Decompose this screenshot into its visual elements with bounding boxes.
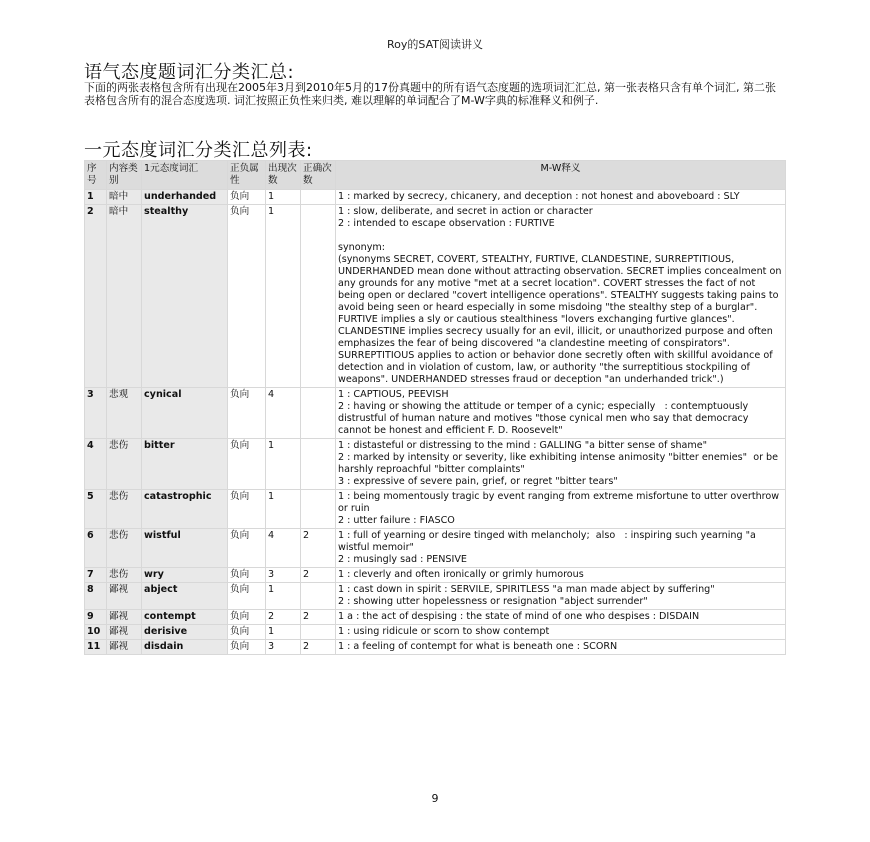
- table-row: [85, 388, 786, 439]
- row-number: 2: [85, 205, 107, 388]
- row-polarity: 负向: [228, 625, 266, 640]
- row-word: abject: [142, 583, 228, 610]
- row-polarity: 负向: [228, 610, 266, 625]
- header-word: 1元态度词汇: [142, 161, 228, 190]
- row-appear-count: 1: [266, 490, 301, 529]
- row-category: 悲伤: [107, 490, 142, 529]
- row-definition: 1 : using ridicule or scorn to show contempt: [336, 625, 786, 640]
- row-word: bitter: [142, 439, 228, 490]
- row-correct-count: [301, 439, 336, 490]
- header-number: 序号: [85, 161, 107, 190]
- header-correct-count: 正确次数: [301, 161, 336, 190]
- row-appear-count: 4: [266, 388, 301, 439]
- row-category: 暗中: [107, 190, 142, 205]
- row-category: 鄙视: [107, 625, 142, 640]
- row-appear-count: 1: [266, 583, 301, 610]
- row-polarity: 负向: [228, 439, 266, 490]
- row-category: 悲伤: [107, 439, 142, 490]
- row-word: stealthy: [142, 205, 228, 388]
- row-definition: 1 : full of yearning or desire tinged with melancholy; also : inspiring such yearning "a wistful memoir" 2 : musingly sad : PENSIVE: [336, 529, 786, 568]
- header-polarity: 正负属性: [228, 161, 266, 190]
- row-correct-count: [301, 205, 336, 388]
- row-appear-count: 1: [266, 439, 301, 490]
- row-appear-count: 1: [266, 190, 301, 205]
- row-appear-count: 3: [266, 568, 301, 583]
- table-row: [85, 610, 786, 625]
- table-row: [85, 625, 786, 640]
- row-category: 悲观: [107, 388, 142, 439]
- row-definition: 1 : marked by secrecy, chicanery, and deception : not honest and aboveboard : SLY: [336, 190, 786, 205]
- row-definition: 1 : a feeling of contempt for what is beneath one : SCORN: [336, 640, 786, 655]
- row-definition: 1 : distasteful or distressing to the mind : GALLING "a bitter sense of shame" 2 : marked by intensity or severity, like exhibiting intense animosity "bitter enemies" or be harshly reproachful "bitter complaints" 3 : expressive of severe pain, grief, or regret "bitter tears": [336, 439, 786, 490]
- table-header-row: [85, 161, 786, 190]
- intro-paragraph: 下面的两张表格包含所有出现在2005年3月到2010年5月的17份真题中的所有语气态度题的选项词汇汇总, 第一张表格只含有单个词汇, 第二张表格包含所有的混合态度选项. 词汇按照正负性来归类, 难以理解的单词配合了M-W字典的标准释义和例子.: [84, 81, 776, 108]
- row-category: 鄙视: [107, 610, 142, 625]
- header-appear-count: 出现次数: [266, 161, 301, 190]
- table-row: [85, 205, 786, 388]
- row-appear-count: 1: [266, 625, 301, 640]
- row-number: 1: [85, 190, 107, 205]
- row-number: 4: [85, 439, 107, 490]
- table-body: [85, 190, 786, 655]
- row-polarity: 负向: [228, 529, 266, 568]
- row-word: derisive: [142, 625, 228, 640]
- page-number: 9: [431, 792, 439, 805]
- table-row: [85, 490, 786, 529]
- row-number: 9: [85, 610, 107, 625]
- row-category: 悲伤: [107, 568, 142, 583]
- table-row: [85, 568, 786, 583]
- row-correct-count: [301, 490, 336, 529]
- row-number: 11: [85, 640, 107, 655]
- row-correct-count: [301, 190, 336, 205]
- row-category: 鄙视: [107, 583, 142, 610]
- table-row: [85, 529, 786, 568]
- row-appear-count: 4: [266, 529, 301, 568]
- table-row: [85, 190, 786, 205]
- section-title-single-word-table: 一元态度词汇分类汇总列表:: [84, 140, 313, 161]
- row-word: underhanded: [142, 190, 228, 205]
- row-correct-count: [301, 625, 336, 640]
- header-mw-definition: M-W释义: [336, 161, 786, 190]
- row-polarity: 负向: [228, 190, 266, 205]
- header-category: 内容类别: [107, 161, 142, 190]
- row-word: disdain: [142, 640, 228, 655]
- table-row: [85, 439, 786, 490]
- row-word: cynical: [142, 388, 228, 439]
- row-category: 悲伤: [107, 529, 142, 568]
- row-appear-count: 2: [266, 610, 301, 625]
- row-correct-count: 2: [301, 529, 336, 568]
- row-word: catastrophic: [142, 490, 228, 529]
- row-polarity: 负向: [228, 568, 266, 583]
- running-header: Roy的SAT阅读讲义: [387, 38, 483, 51]
- row-polarity: 负向: [228, 388, 266, 439]
- row-number: 8: [85, 583, 107, 610]
- row-word: wistful: [142, 529, 228, 568]
- row-definition: 1 : CAPTIOUS, PEEVISH 2 : having or showing the attitude or temper of a cynic; especially : contemptuously distrustful of human nature and motives "those cynical men who say that democracy cannot be honest and efficient F. D. Roosevelt": [336, 388, 786, 439]
- row-correct-count: 2: [301, 640, 336, 655]
- table-row: [85, 640, 786, 655]
- row-definition: 1 : cleverly and often ironically or grimly humorous: [336, 568, 786, 583]
- row-correct-count: [301, 388, 336, 439]
- row-category: 鄙视: [107, 640, 142, 655]
- row-polarity: 负向: [228, 205, 266, 388]
- row-category: 暗中: [107, 205, 142, 388]
- row-number: 3: [85, 388, 107, 439]
- row-definition: 1 a : the act of despising : the state of mind of one who despises : DISDAIN: [336, 610, 786, 625]
- row-correct-count: 2: [301, 568, 336, 583]
- row-polarity: 负向: [228, 490, 266, 529]
- row-number: 5: [85, 490, 107, 529]
- row-definition: 1 : slow, deliberate, and secret in action or character 2 : intended to escape observation : FURTIVE synonym: (synonyms SECRET, COVERT, STEALTHY, FURTIVE, CLANDESTINE, SURREPTITIOUS, UNDERHANDED mean done without attracting observation. SECRET implies concealment on any grounds for any motive "met at a secret location". COVERT stresses the fact of not being open or declared "covert intelligence operations". STEALTHY suggests taking pains to avoid being seen or heard especially in some misdoing "the stealthy step of a burglar". FURTIVE implies a sly or cautious stealthiness "lovers exchanging furtive glances". CLANDESTINE implies secrecy usually for an evil, illicit, or unauthorized purpose and often emphasizes the fear of being discovered "a clandestine meeting of conspirators". SURREPTITIOUS applies to action or behavior done secretly often with skillful avoidance of detection and in violation of custom, law, or authority "the surreptitious stockpiling of weapons". UNDERHANDED stresses fraud or deception "an underhanded trick".): [336, 205, 786, 388]
- row-definition: 1 : being momentously tragic by event ranging from extreme misfortune to utter overthrow or ruin 2 : utter failure : FIASCO: [336, 490, 786, 529]
- row-word: contempt: [142, 610, 228, 625]
- row-word: wry: [142, 568, 228, 583]
- row-number: 6: [85, 529, 107, 568]
- row-number: 7: [85, 568, 107, 583]
- row-polarity: 负向: [228, 583, 266, 610]
- table-row: [85, 583, 786, 610]
- row-appear-count: 1: [266, 205, 301, 388]
- row-correct-count: [301, 583, 336, 610]
- row-correct-count: 2: [301, 610, 336, 625]
- row-polarity: 负向: [228, 640, 266, 655]
- row-definition: 1 : cast down in spirit : SERVILE, SPIRITLESS "a man made abject by suffering" 2 : showing utter hopelessness or resignation "abject surrender": [336, 583, 786, 610]
- section-title-summary: 语气态度题词汇分类汇总:: [84, 62, 295, 83]
- row-number: 10: [85, 625, 107, 640]
- row-appear-count: 3: [266, 640, 301, 655]
- vocabulary-table: [84, 160, 786, 655]
